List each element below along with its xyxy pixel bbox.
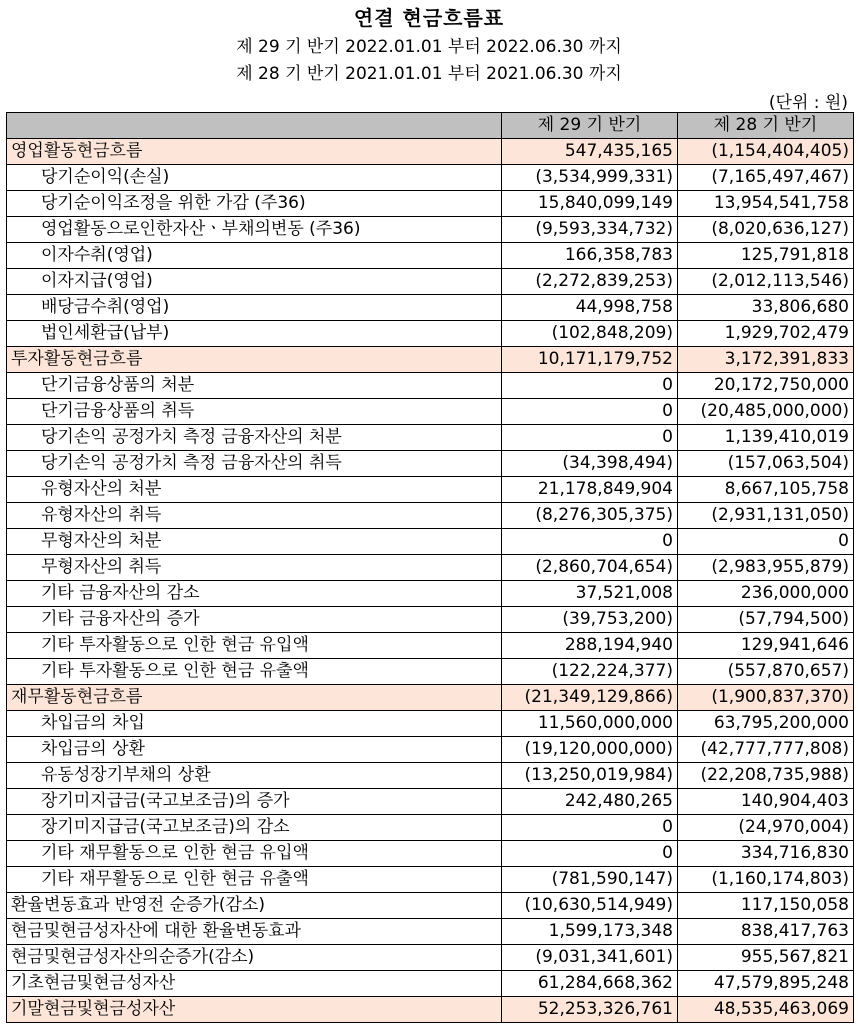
header-blank-cell (7, 113, 502, 139)
current-period-value: 10,171,179,752 (502, 347, 678, 373)
prior-period-value: (42,777,777,808) (678, 737, 854, 763)
section-row (7, 347, 854, 373)
prior-period-value: 838,417,763 (678, 919, 854, 945)
table-row (7, 737, 854, 763)
row-label: 기타 재무활동으로 인한 현금 유입액 (7, 841, 502, 867)
row-label: 당기손익 공정가치 측정 금융자산의 취득 (7, 451, 502, 477)
table-header-row (7, 113, 854, 139)
table-row (7, 607, 854, 633)
table-row (7, 295, 854, 321)
prior-period-value: 236,000,000 (678, 581, 854, 607)
prior-period-value: 140,904,403 (678, 789, 854, 815)
table-row (7, 477, 854, 503)
current-period-value: 11,560,000,000 (502, 711, 678, 737)
prior-period-value: (8,020,636,127) (678, 217, 854, 243)
current-period-value: 166,358,783 (502, 243, 678, 269)
current-period-value: (2,272,839,253) (502, 269, 678, 295)
table-body (7, 139, 854, 1023)
prior-period-value: (557,870,657) (678, 659, 854, 685)
prior-period-value: 125,791,818 (678, 243, 854, 269)
prior-period-value: 33,806,680 (678, 295, 854, 321)
current-period-value: (8,276,305,375) (502, 503, 678, 529)
table-row (7, 191, 854, 217)
prior-period-value: 0 (678, 529, 854, 555)
current-period-value: 15,840,099,149 (502, 191, 678, 217)
prior-period-value: (1,154,404,405) (678, 139, 854, 165)
prior-period-value: 3,172,391,833 (678, 347, 854, 373)
table-row (7, 451, 854, 477)
table-row (7, 243, 854, 269)
section-row (7, 139, 854, 165)
table-row (7, 321, 854, 347)
current-period-value: (3,534,999,331) (502, 165, 678, 191)
row-label: 이자지급(영업) (7, 269, 502, 295)
table-row (7, 399, 854, 425)
table-row (7, 659, 854, 685)
row-label: 환율변동효과 반영전 순증가(감소) (7, 893, 502, 919)
table-row (7, 711, 854, 737)
row-label: 무형자산의 취득 (7, 555, 502, 581)
row-label: 기타 재무활동으로 인한 현금 유출액 (7, 867, 502, 893)
current-period-value: (21,349,129,866) (502, 685, 678, 711)
row-label: 영업활동으로인한자산ㆍ부채의변동 (주36) (7, 217, 502, 243)
row-label: 기초현금및현금성자산 (7, 971, 502, 997)
row-label: 현금및현금성자산의순증가(감소) (7, 945, 502, 971)
row-label: 이자수취(영업) (7, 243, 502, 269)
section-row (7, 997, 854, 1023)
row-label: 단기금융상품의 처분 (7, 373, 502, 399)
row-label: 법인세환급(납부) (7, 321, 502, 347)
current-period-value: 0 (502, 399, 678, 425)
current-period-value: (2,860,704,654) (502, 555, 678, 581)
table-row (7, 581, 854, 607)
current-period-value: 44,998,758 (502, 295, 678, 321)
row-label: 기타 투자활동으로 인한 현금 유입액 (7, 633, 502, 659)
prior-period-value: (57,794,500) (678, 607, 854, 633)
prior-period-value: (24,970,004) (678, 815, 854, 841)
table-row (7, 425, 854, 451)
row-label: 현금및현금성자산에 대한 환율변동효과 (7, 919, 502, 945)
current-period-value: (10,630,514,949) (502, 893, 678, 919)
table-row (7, 373, 854, 399)
row-label: 유형자산의 처분 (7, 477, 502, 503)
cash-flow-table (6, 112, 854, 1023)
table-row (7, 815, 854, 841)
row-label: 차입금의 차입 (7, 711, 502, 737)
table-row (7, 841, 854, 867)
row-label: 재무활동현금흐름 (7, 685, 502, 711)
table-row (7, 555, 854, 581)
prior-period-value: (1,900,837,370) (678, 685, 854, 711)
prior-period-value: (2,012,113,546) (678, 269, 854, 295)
current-period-value: 61,284,668,362 (502, 971, 678, 997)
prior-period-value: 1,929,702,479 (678, 321, 854, 347)
row-label: 투자활동현금흐름 (7, 347, 502, 373)
prior-period-value: 48,535,463,069 (678, 997, 854, 1023)
statement-title: 연결 현금흐름표 (353, 6, 505, 30)
current-period-value: 1,599,173,348 (502, 919, 678, 945)
prior-period-value: (22,208,735,988) (678, 763, 854, 789)
table-row (7, 789, 854, 815)
current-period-value: 547,435,165 (502, 139, 678, 165)
prior-period-value: (157,063,504) (678, 451, 854, 477)
prior-period-value: 13,954,541,758 (678, 191, 854, 217)
prior-period-value: 47,579,895,248 (678, 971, 854, 997)
prior-period-value: 20,172,750,000 (678, 373, 854, 399)
current-period-value: 52,253,326,761 (502, 997, 678, 1023)
row-label: 당기손익 공정가치 측정 금융자산의 처분 (7, 425, 502, 451)
prior-period-value: (2,983,955,879) (678, 555, 854, 581)
row-label: 유형자산의 취득 (7, 503, 502, 529)
row-label: 장기미지급금(국고보조금)의 감소 (7, 815, 502, 841)
row-label: 배당금수취(영업) (7, 295, 502, 321)
current-period-value: 21,178,849,904 (502, 477, 678, 503)
table-row (7, 971, 854, 997)
section-row (7, 685, 854, 711)
header-current-period: 제 29 기 반기 (502, 113, 678, 139)
table-row (7, 893, 854, 919)
current-period-value: (9,031,341,601) (502, 945, 678, 971)
prior-period-value: 334,716,830 (678, 841, 854, 867)
table-row (7, 763, 854, 789)
row-label: 기타 금융자산의 증가 (7, 607, 502, 633)
prior-period-value: 1,139,410,019 (678, 425, 854, 451)
prior-period-value: (2,931,131,050) (678, 503, 854, 529)
row-label: 영업활동현금흐름 (7, 139, 502, 165)
current-period-value: (13,250,019,984) (502, 763, 678, 789)
prior-period-value: (7,165,497,467) (678, 165, 854, 191)
row-label: 장기미지급금(국고보조금)의 증가 (7, 789, 502, 815)
current-period-value: 0 (502, 529, 678, 555)
row-label: 무형자산의 처분 (7, 529, 502, 555)
table-row (7, 503, 854, 529)
current-period-value: 288,194,940 (502, 633, 678, 659)
table-row (7, 919, 854, 945)
current-period-value: (19,120,000,000) (502, 737, 678, 763)
current-period-value: (122,224,377) (502, 659, 678, 685)
current-period-value: (781,590,147) (502, 867, 678, 893)
prior-period-value: 63,795,200,000 (678, 711, 854, 737)
header-prior-period: 제 28 기 반기 (678, 113, 854, 139)
period-current: 제 29 기 반기 2022.01.01 부터 2022.06.30 까지 (236, 37, 622, 57)
current-period-value: 37,521,008 (502, 581, 678, 607)
current-period-value: 0 (502, 425, 678, 451)
prior-period-value: 955,567,821 (678, 945, 854, 971)
current-period-value: (9,593,334,732) (502, 217, 678, 243)
row-label: 단기금융상품의 취득 (7, 399, 502, 425)
current-period-value: 0 (502, 373, 678, 399)
row-label: 기타 투자활동으로 인한 현금 유출액 (7, 659, 502, 685)
row-label: 당기순이익조정을 위한 가감 (주36) (7, 191, 502, 217)
table-row (7, 867, 854, 893)
table-row (7, 633, 854, 659)
prior-period-value: 117,150,058 (678, 893, 854, 919)
table-row (7, 945, 854, 971)
current-period-value: 0 (502, 815, 678, 841)
current-period-value: 242,480,265 (502, 789, 678, 815)
table-row (7, 217, 854, 243)
row-label: 차입금의 상환 (7, 737, 502, 763)
current-period-value: (34,398,494) (502, 451, 678, 477)
row-label: 기타 금융자산의 감소 (7, 581, 502, 607)
table-row (7, 529, 854, 555)
current-period-value: (102,848,209) (502, 321, 678, 347)
prior-period-value: (20,485,000,000) (678, 399, 854, 425)
prior-period-value: (1,160,174,803) (678, 867, 854, 893)
table-row (7, 165, 854, 191)
row-label: 유동성장기부채의 상환 (7, 763, 502, 789)
current-period-value: (39,753,200) (502, 607, 678, 633)
prior-period-value: 8,667,105,758 (678, 477, 854, 503)
table-row (7, 269, 854, 295)
current-period-value: 0 (502, 841, 678, 867)
row-label: 기말현금및현금성자산 (7, 997, 502, 1023)
row-label: 당기순이익(손실) (7, 165, 502, 191)
prior-period-value: 129,941,646 (678, 633, 854, 659)
period-prior: 제 28 기 반기 2021.01.01 부터 2021.06.30 까지 (236, 64, 622, 84)
unit-label: (단위 : 원) (768, 93, 848, 113)
